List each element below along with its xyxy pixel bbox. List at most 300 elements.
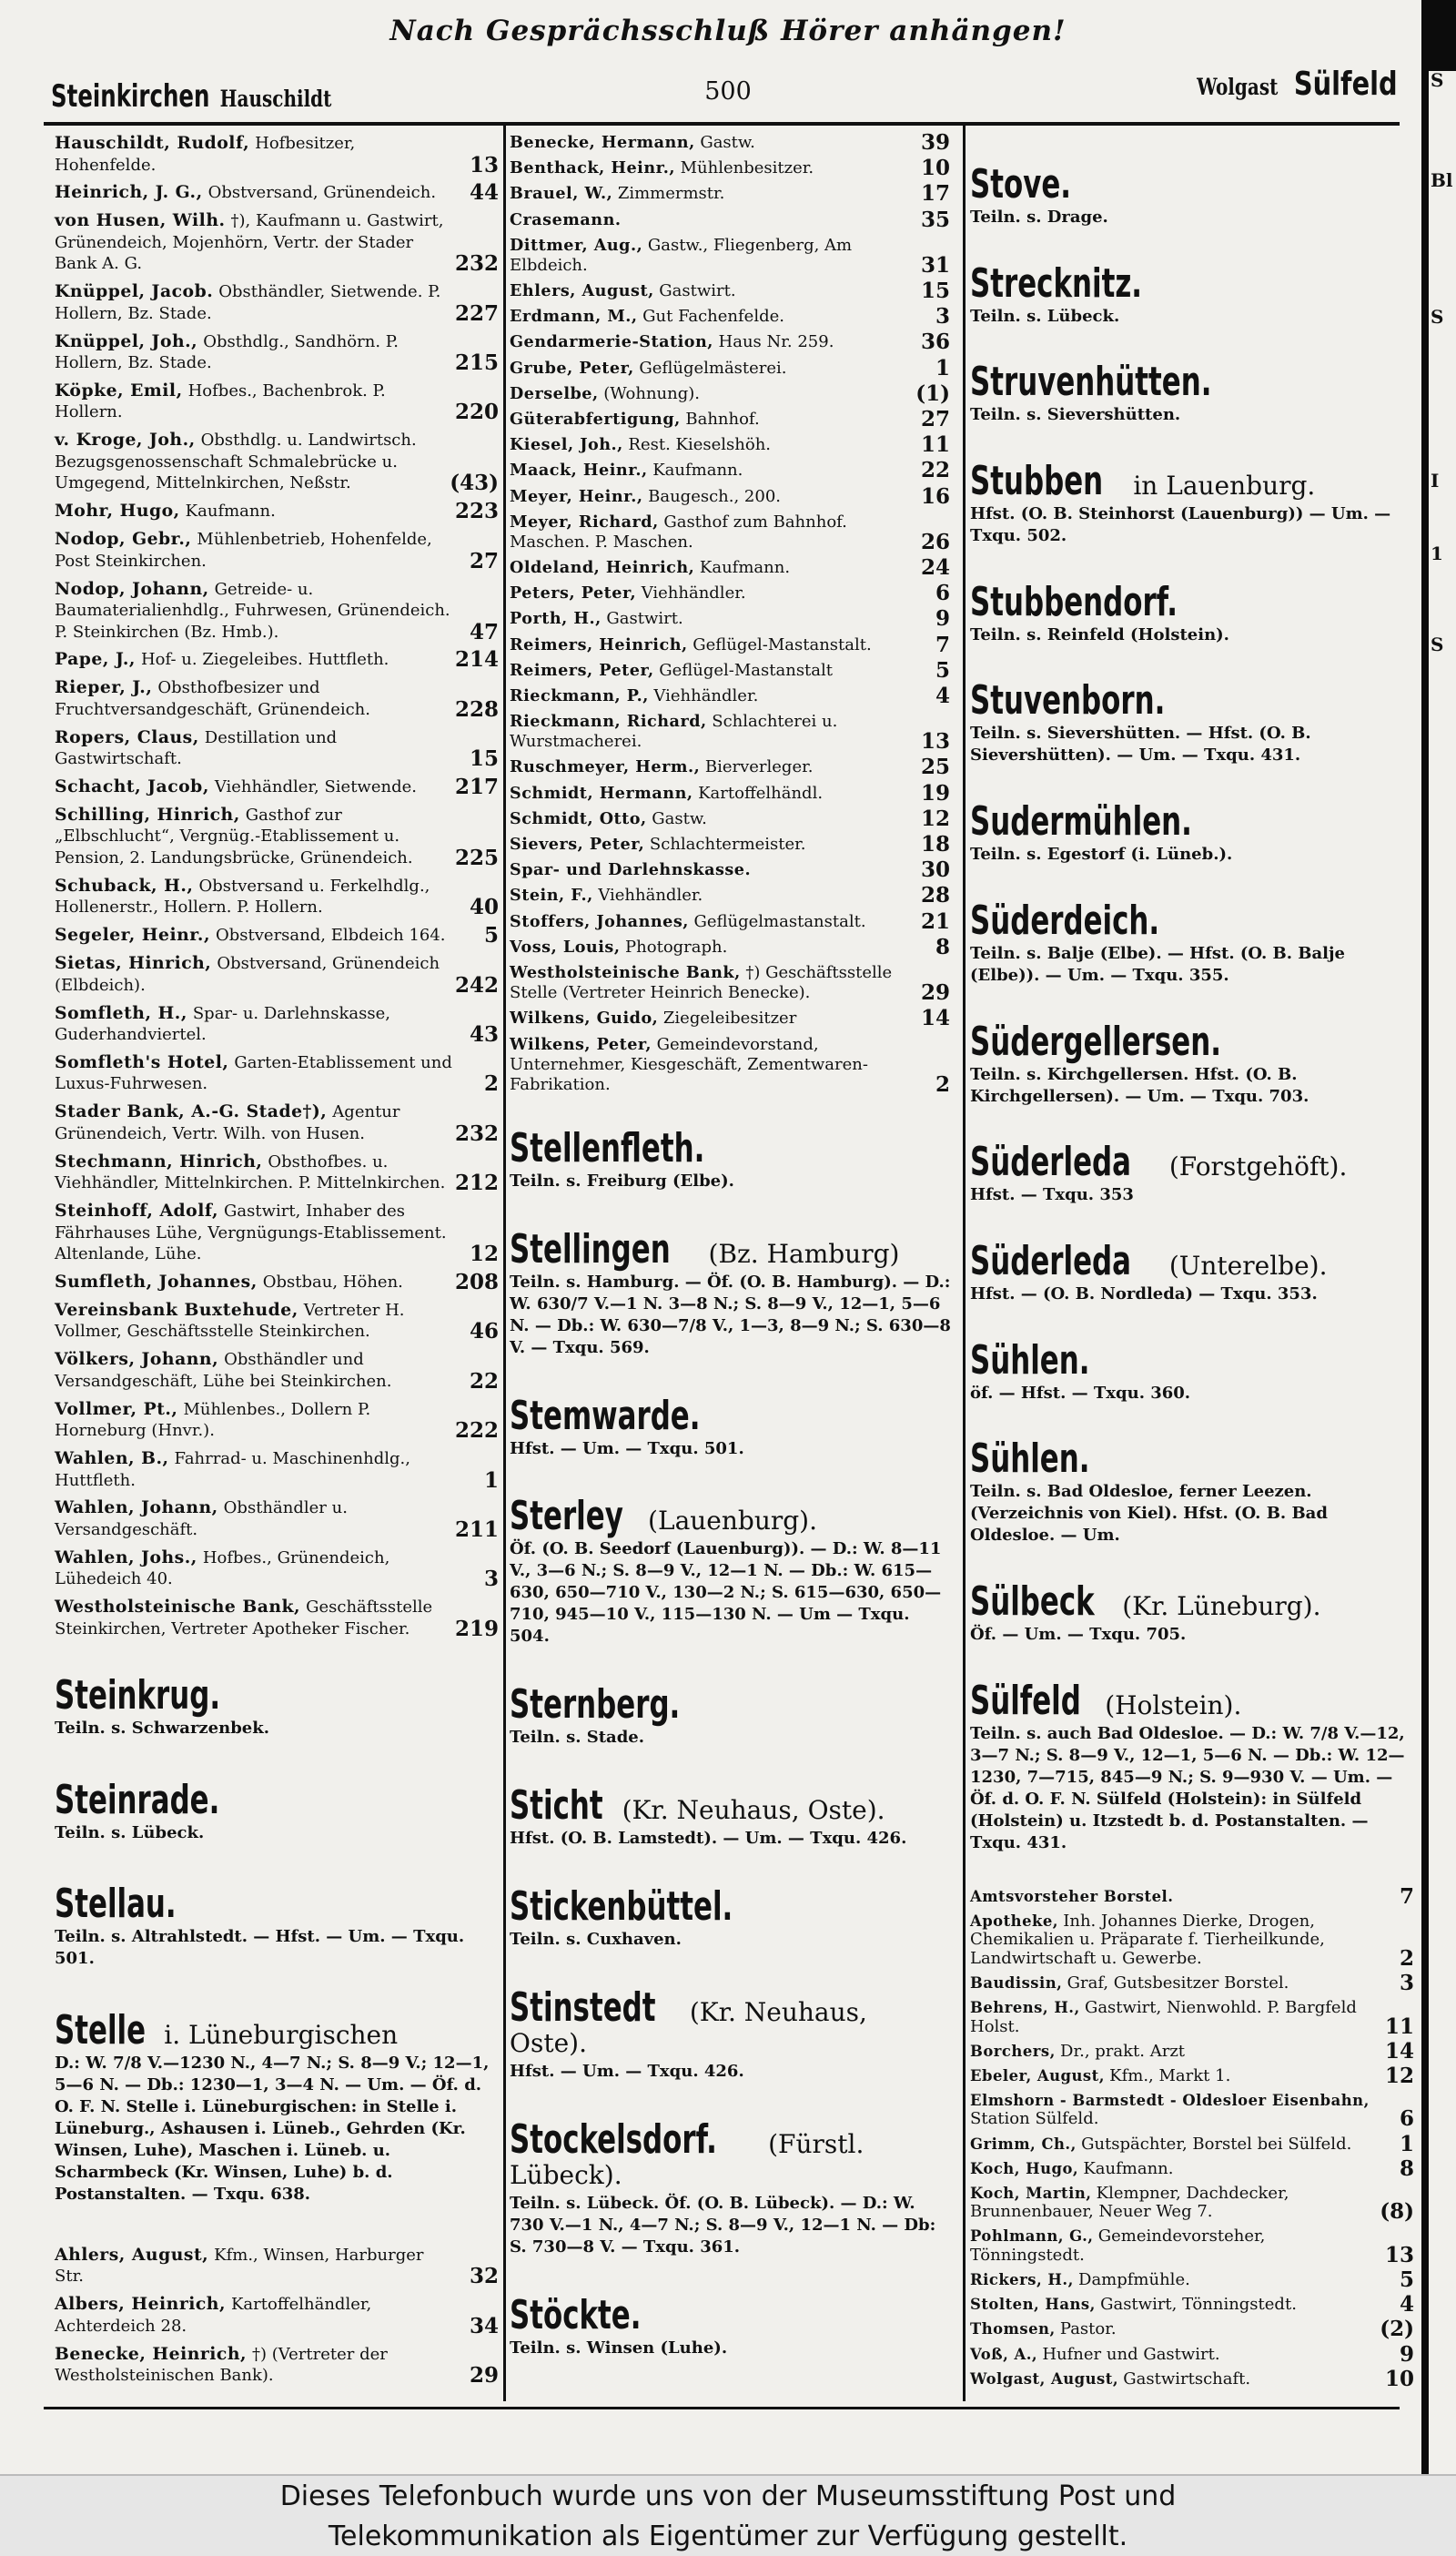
next-page-letter: S — [1431, 634, 1444, 655]
subscriber-name: Gendarmerie-Station, — [510, 332, 713, 352]
subscriber-name: Sietas, Hinrich, — [55, 953, 212, 974]
subscriber-detail: Kfm., Winsen, Harburger Str. — [55, 2245, 424, 2287]
subscriber-name: Elmshorn - Barmstedt - Oldesloer Eisenbahn, — [970, 2091, 1370, 2109]
subscriber-name: Knüppel, Joh., — [55, 330, 198, 351]
subscriber-name: Güterabfertigung, — [510, 410, 681, 430]
place-info: Hfst. (O. B. Steinhorst (Lauenburg)) — Um. — Txqu. 502. — [970, 503, 1391, 545]
subscriber-name: Westholsteinische Bank, — [55, 1597, 301, 1618]
subscriber-name: Borchers, — [970, 2042, 1056, 2060]
listing-entry — [55, 2344, 500, 2387]
phone-number: 9 — [935, 606, 950, 632]
attribution-line-1: Dieses Telefonbuch wurde uns von der Museumsstiftung Post und — [279, 2480, 1177, 2512]
listing-entry — [55, 331, 500, 374]
place-heading — [970, 800, 1416, 866]
subscriber-name: Kiesel, Joh., — [510, 435, 623, 455]
listing-entry — [55, 925, 500, 947]
subscriber-detail: Zimmermstr. — [617, 184, 725, 204]
place-info: Teiln. s. Freiburg (Elbe). — [510, 1171, 734, 1191]
listing-entry — [510, 934, 952, 959]
header-first-name: Hauschildt — [219, 86, 332, 112]
listing-entry — [510, 355, 952, 380]
place-qualifier: (Fürstl. Lübeck). — [510, 2129, 864, 2191]
next-page-letter: I — [1431, 470, 1440, 492]
place-info: Teiln. s. Lübeck. — [55, 1822, 205, 1842]
listing-entry — [970, 2341, 1416, 2367]
subscriber-name: Grube, Peter, — [510, 358, 634, 378]
subscriber-detail: Klempner, Dachdecker, Brunnenbauer, Neuer Weg 7. — [970, 2183, 1289, 2222]
listing-entry — [510, 857, 952, 883]
subscriber-detail: Graf, Gutsbesitzer Borstel. — [1067, 1973, 1289, 1993]
column-left — [55, 133, 500, 2393]
subscriber-name: Benecke, Heinrich, — [55, 2343, 248, 2364]
listing-entry — [510, 908, 952, 934]
subscriber-name: Rieckmann, Richard, — [510, 712, 707, 732]
subscriber-name: Meyer, Heinr., — [510, 486, 643, 506]
subscriber-name: Nodop, Johann, — [55, 578, 209, 599]
subscriber-name: Brauel, W., — [510, 184, 613, 204]
place-name: Stöckte. — [510, 2291, 642, 2338]
place-heading — [510, 1392, 952, 1460]
place-heading — [970, 1020, 1416, 1108]
place-heading — [55, 1776, 500, 1844]
place-info: Teiln. s. Kirchgellersen. Hfst. (O. B. Kirchgellersen). — Um. — Txqu. 703. — [970, 1064, 1309, 1106]
subscriber-detail: Gutspächter, Borstel bei Sülfeld. — [1081, 2134, 1352, 2154]
listing-entry — [510, 832, 952, 857]
listing-entry — [55, 1399, 500, 1442]
subscriber-detail: Schlachterei u. Wurstmacherei. — [510, 712, 838, 752]
subscriber-detail: Gut Fachenfelde. — [642, 307, 784, 327]
listing-entry — [55, 1597, 500, 1639]
phone-number: 22 — [920, 458, 950, 483]
listing-entry — [970, 2227, 1416, 2265]
phone-number: 29 — [469, 2363, 499, 2389]
phone-number: 6 — [1399, 2106, 1414, 2132]
listing-entry — [55, 677, 500, 720]
subscriber-name: Reimers, Heinrich, — [510, 634, 688, 654]
listing-entry — [510, 583, 952, 604]
subscriber-name: Thomsen, — [970, 2320, 1056, 2338]
subscriber-detail: Gemeindevorsteher, Tönningstedt. — [970, 2226, 1266, 2265]
listing-entry — [970, 2131, 1416, 2156]
phone-number: 5 — [935, 657, 950, 683]
subscriber-detail: Gastwirt, Tönningstedt. — [1100, 2295, 1297, 2315]
place-info: Teiln. s. Lübeck. — [970, 306, 1120, 326]
place-heading — [510, 1225, 952, 1359]
subscriber-name: Schacht, Jacob, — [55, 776, 209, 797]
subscriber-detail: Gastwirt, Nienwohld. P. Bargfeld Holst. — [970, 1998, 1357, 2036]
place-qualifier: i. Lüneburgischen — [164, 2020, 399, 2051]
subscriber-name: Knüppel, Jacob. — [55, 281, 214, 302]
phone-number: 10 — [920, 156, 950, 181]
subscriber-detail: Agentur Grünendeich, Vertr. Wilh. von Husen. — [55, 1102, 400, 1143]
place-info: Teiln. s. Hamburg. — Öf. (O. B. Hamburg). — D.: W. 630/7 V.—1 N. 3—8 N.; S. 8—9 V., 12—1, 5—6 N. — Db.: W. 630—7/8 V., 1—3, 8—9 N.; S. 630—8 V. — Txqu. 569. — [510, 1272, 951, 1357]
phone-number: 13 — [1384, 2242, 1414, 2267]
place-heading — [510, 1124, 952, 1192]
subscriber-detail: Dr., prakt. Arzt — [1060, 2041, 1186, 2061]
place-info: öf. — Hfst. — Txqu. 360. — [970, 1383, 1191, 1403]
subscriber-detail: Hofbesitzer, Hohenfelde. — [55, 134, 356, 175]
phone-number: 1 — [935, 355, 950, 380]
subscriber-detail: Obsthändler, Sietwende. P. Hollern, Bz. Stade. — [55, 282, 441, 323]
place-name: Süderdeich. — [970, 897, 1160, 944]
subscriber-detail: Mühlenbes., Dollern P. Horneburg (Hnvr.). — [55, 1399, 371, 1441]
listing-entry — [510, 606, 952, 632]
phone-number: 211 — [454, 1516, 499, 1542]
place-heading — [970, 360, 1416, 426]
place-qualifier: (Forstgehöft). — [1168, 1151, 1348, 1182]
subscriber-detail: Spar- u. Darlehnskasse, Guderhandviertel. — [55, 1003, 390, 1045]
place-name: Sternberg. — [510, 1681, 681, 1729]
phone-number: 208 — [454, 1269, 499, 1294]
subscriber-detail: Kartoffelhändl. — [698, 783, 824, 803]
subscriber-detail: Kaufmann. — [699, 558, 791, 578]
listing-entry — [55, 430, 500, 494]
subscriber-name: Koch, Martin, — [970, 2184, 1092, 2202]
place-heading — [510, 2291, 952, 2359]
subscriber-name: Dittmer, Aug., — [510, 235, 643, 255]
phone-number: 32 — [469, 2264, 499, 2289]
phone-number: 26 — [920, 529, 950, 554]
phone-number: 12 — [920, 806, 950, 831]
phone-number: 212 — [454, 1171, 499, 1196]
listing-entry — [510, 512, 952, 553]
listing-entry — [510, 963, 952, 1006]
place-heading — [510, 2118, 952, 2258]
subscriber-name: Behrens, H., — [970, 1999, 1080, 2016]
place-info: Teiln. s. Sievershütten. — [970, 405, 1181, 425]
listing-entry — [970, 2267, 1416, 2293]
place-qualifier: (Kr. Neuhaus, Oste). — [622, 1795, 885, 1826]
place-name: Stemwarde. — [510, 1392, 701, 1439]
phone-number: 232 — [454, 1121, 499, 1146]
subscriber-detail: Kaufmann. — [652, 461, 743, 481]
place-qualifier: (Holstein). — [1105, 1689, 1242, 1720]
subscriber-name: Koch, Hugo, — [970, 2159, 1079, 2177]
subscriber-name: Reimers, Peter, — [510, 660, 654, 680]
listing-entry — [55, 380, 500, 423]
listing-entry — [55, 529, 500, 572]
place-info: Teiln. s. Bad Oldesloe, ferner Leezen. (Verzeichnis von Kiel). Hfst. (O. B. Bad Oldesloe. — Um. — [970, 1482, 1328, 1546]
phone-number: 24 — [920, 555, 950, 581]
listing-entry — [970, 2155, 1416, 2181]
subscriber-name: Ebeler, August, — [970, 2066, 1105, 2084]
phone-number: 242 — [454, 972, 499, 998]
phone-number: 21 — [920, 908, 950, 934]
phone-number: 19 — [920, 780, 950, 806]
subscriber-name: Ehlers, August, — [510, 281, 654, 301]
place-qualifier: (Lauenburg). — [648, 1506, 817, 1537]
subscriber-name: Völkers, Johann, — [55, 1349, 219, 1370]
phone-number: 16 — [920, 483, 950, 509]
phone-number: (2) — [1380, 2317, 1414, 2342]
listing-entry — [510, 156, 952, 181]
phone-number: 15 — [920, 279, 950, 304]
listing-entry — [970, 2292, 1416, 2318]
subscriber-detail: †), Kaufmann u. Gastwirt, Grünendeich, Mojenhörn, Vertr. der Stader Bank A. G. — [55, 211, 444, 274]
listing-entry — [510, 407, 952, 432]
place-info: Hfst. — (O. B. Nordleda) — Txqu. 353. — [970, 1283, 1318, 1303]
phone-number: 28 — [920, 883, 950, 908]
place-info: Teiln. s. auch Bad Oldesloe. — D.: W. 7/8 V.—12, 3—7 N.; S. 8—9 V., 12—1, 5—6 N. — Db.: W. 12—1230, 7—715, 845—9 N.; S. 9—930 V. — Um. — Öf. d. O. F. N. Sülfeld (Holstein): in Sülfeld (Holstein) u. Itzstedt b. d. Postanstalten. — Txqu. 431. — [970, 1723, 1405, 1852]
place-info: Teiln. s. Altrahlstedt. — Hfst. — Um. — Txqu. 501. — [55, 1927, 465, 1969]
listing-entry — [510, 380, 952, 406]
phone-number: 4 — [935, 684, 950, 709]
subscriber-detail: Rest. Kieselshöh. — [628, 435, 772, 455]
phone-number: 8 — [935, 934, 950, 959]
listing-entry — [970, 2091, 1416, 2132]
listing-entry — [55, 133, 500, 176]
listing-entry — [510, 304, 952, 330]
subscriber-name: Schuback, H., — [55, 875, 194, 896]
subscriber-name: Schmidt, Otto, — [510, 808, 647, 828]
place-info: Teiln. s. Balje (Elbe). — Hfst. (O. B. Balje (Elbe)). — Um. — Txqu. 355. — [970, 943, 1345, 985]
phone-number: 46 — [469, 1319, 499, 1344]
listing-entry — [55, 953, 500, 996]
place-info: Teiln. s. Stade. — [510, 1728, 645, 1748]
place-name: Stellenfleth. — [510, 1124, 705, 1172]
subscriber-name: Ropers, Claus, — [55, 726, 199, 747]
place-name: Sühlen. — [970, 1336, 1090, 1384]
phone-number: 11 — [920, 432, 950, 458]
listing-entry — [510, 632, 952, 657]
listing-entry — [970, 2317, 1416, 2342]
subscriber-name: Wilkens, Guido, — [510, 1009, 659, 1029]
place-heading — [970, 578, 1416, 646]
subscriber-name: Wilkens, Peter, — [510, 1034, 652, 1054]
subscriber-name: Erdmann, M., — [510, 307, 638, 327]
subscriber-detail: Hofbes., Grünendeich, Lühedeich 40. — [55, 1547, 390, 1589]
place-info: Teiln. s. Cuxhaven. — [510, 1930, 682, 1950]
place-info: Teiln. s. Reinfeld (Holstein). — [970, 624, 1229, 644]
subscriber-name: Vereinsbank Buxtehude, — [55, 1299, 298, 1320]
phone-number: 3 — [1399, 1970, 1414, 1995]
phone-number: 31 — [920, 252, 950, 278]
listing-entry — [55, 1300, 500, 1343]
listing-entry — [510, 806, 952, 831]
listing-entry — [55, 1052, 500, 1095]
subscriber-detail: Geflügel-Mastanstalt. — [693, 634, 872, 654]
phone-number: 223 — [454, 499, 499, 524]
phone-number: 12 — [1384, 2063, 1414, 2088]
place-name: Sühlen. — [970, 1435, 1090, 1483]
place-info: Hfst. — Um. — Txqu. 426. — [510, 2062, 744, 2082]
phone-number: 10 — [1384, 2366, 1414, 2391]
phone-number: 44 — [469, 180, 499, 206]
subscriber-name: Albers, Heinrich, — [55, 2294, 226, 2315]
subscriber-name: Hauschildt, Rudolf, — [55, 133, 250, 153]
subscriber-detail: Gastw., Fliegenberg, Am Elbdeich. — [510, 235, 853, 275]
subscriber-detail: Gasthof zur „Elbschlucht“, Vergnüg.-Etablissement u. Pension, 2. Landungsbrücke, Grünendeich. — [55, 805, 413, 867]
phone-number: 35 — [920, 207, 950, 232]
listing-entry — [55, 1101, 500, 1144]
subscriber-name: Wahlen, B., — [55, 1448, 169, 1469]
phone-number: 222 — [454, 1418, 499, 1444]
place-info: Teiln. s. Schwarzenbek. — [55, 1718, 269, 1738]
subscriber-name: Peters, Peter, — [510, 583, 637, 604]
place-heading — [970, 457, 1416, 547]
phone-number: 47 — [469, 619, 499, 644]
subscriber-detail: Gastw. — [652, 808, 707, 828]
subscriber-name: Porth, H., — [510, 609, 602, 629]
listing-entry — [55, 281, 500, 324]
place-name: Sudermühlen. — [970, 798, 1192, 846]
subscriber-detail: Bierverleger. — [704, 757, 814, 777]
subscriber-detail: Obsthofbesizer und Fruchtversandgeschäft, Grünendeich. — [55, 678, 371, 719]
listing-entry — [510, 657, 952, 683]
subscriber-detail: Obsthändler und Versandgeschäft, Lühe bei Steinkirchen. — [55, 1350, 392, 1391]
listing-entry — [970, 1883, 1416, 1909]
subscriber-detail: Hofbes., Bachenbrok. P. Hollern. — [55, 380, 386, 422]
subscriber-name: Wahlen, Johs., — [55, 1547, 197, 1567]
place-heading — [55, 2009, 500, 2206]
subscriber-detail: Pastor. — [1059, 2319, 1117, 2339]
subscriber-name: Heinrich, J. G., — [55, 182, 203, 203]
place-name: Stickenbüttel. — [510, 1883, 733, 1931]
listing-entry — [970, 1912, 1416, 1969]
phone-number: 5 — [1399, 2267, 1414, 2293]
place-qualifier: (Bz. Hamburg) — [708, 1238, 900, 1269]
listing-entry — [970, 2183, 1416, 2225]
bottom-rule — [44, 2407, 1400, 2409]
phone-number: 40 — [469, 895, 499, 920]
subscriber-name: Pohlmann, G., — [970, 2227, 1094, 2246]
listing-entry — [510, 432, 952, 458]
subscriber-detail: Kaufmann. — [185, 502, 276, 522]
phone-number: 220 — [454, 400, 499, 425]
subscriber-detail: Viehhändler. — [598, 886, 703, 906]
subscriber-detail: †) (Vertreter der Westholsteinischen Bank). — [55, 2344, 388, 2386]
subscriber-detail: Kfm., Markt 1. — [1109, 2065, 1231, 2085]
subscriber-detail: Gasthof zum Bahnhof. Maschen. P. Maschen. — [510, 512, 847, 552]
phone-number: (1) — [915, 380, 950, 406]
attribution-footer — [0, 2474, 1456, 2556]
phone-number: 13 — [920, 729, 950, 755]
subscriber-name: Benecke, Hermann, — [510, 133, 695, 152]
listing-entry — [55, 1349, 500, 1392]
subscriber-name: Segeler, Heinr., — [55, 925, 211, 946]
phone-number: 11 — [1384, 2013, 1414, 2039]
subscriber-detail: Baugesch., 200. — [648, 486, 782, 506]
phone-number: 17 — [920, 181, 950, 207]
place-name: Stubben — [970, 457, 1104, 504]
phone-number: 27 — [920, 407, 950, 432]
subscriber-detail: Obstversand, Grünendeich (Elbdeich). — [55, 954, 440, 995]
listing-entry — [55, 1547, 500, 1590]
subscriber-detail: Mühlenbesitzer. — [680, 158, 814, 178]
place-info: Teiln. s. Drage. — [970, 207, 1108, 227]
listing-entry — [510, 207, 952, 232]
subscriber-detail: Geflügelmastanstalt. — [693, 911, 866, 931]
next-page-letter: S — [1431, 306, 1444, 328]
subscriber-name: Oldeland, Heinrich, — [510, 558, 695, 578]
subscriber-detail: Kaufmann. — [1083, 2158, 1174, 2178]
phone-number: 215 — [454, 350, 499, 376]
subscriber-name: Rieckmann, P., — [510, 686, 649, 706]
subscriber-name: Derselbe, — [510, 383, 599, 403]
listing-entry — [510, 330, 952, 355]
phone-number: 34 — [469, 2313, 499, 2338]
phone-number: 1 — [483, 1467, 499, 1493]
place-heading — [510, 1495, 952, 1648]
subscriber-detail: Obsthdlg., Sandhörn. P. Hollern, Bz. Stade. — [55, 331, 399, 373]
column-divider — [503, 126, 506, 2401]
listing-entry — [510, 181, 952, 207]
place-name: Steinrade. — [55, 1776, 220, 1823]
phone-number: 5 — [483, 923, 499, 948]
place-info: Teiln. s. Egestorf (i. Lüneb.). — [970, 845, 1233, 865]
phone-number: 2 — [483, 1071, 499, 1097]
subscriber-detail: Hof- u. Ziegeleibes. Huttfleth. — [140, 650, 389, 670]
subscriber-name: Rieper, J., — [55, 677, 153, 698]
column-divider — [963, 126, 966, 2401]
listing-entry — [970, 1970, 1416, 1995]
listing-entry — [55, 727, 500, 770]
listing-entry — [510, 780, 952, 806]
subscriber-detail: Geflügelmästerei. — [639, 358, 787, 378]
subscriber-name: Pape, J., — [55, 649, 136, 670]
place-heading — [970, 1237, 1416, 1305]
listing-entry — [55, 1269, 500, 1294]
subscriber-detail: Fahrrad- u. Maschinenhdlg., Huttfleth. — [55, 1449, 410, 1490]
place-name: Stove. — [970, 160, 1072, 208]
place-name: Steinkrug. — [55, 1671, 221, 1719]
phone-number: 36 — [920, 330, 950, 355]
subscriber-name: Apotheke, — [970, 1912, 1059, 1930]
listing-entry — [55, 2245, 500, 2287]
phone-number: 7 — [935, 632, 950, 657]
place-qualifier: (Unterelbe). — [1168, 1250, 1328, 1281]
place-info: Teiln. s. Lübeck. Öf. (O. B. Lübeck). — D.: W. 730 V.—1 N., 4—7 N.; S. 8—9 V., 12—1 N. — Db: S. 730—8 V. — Txqu. 361. — [510, 2194, 936, 2257]
column-right — [970, 133, 1416, 2395]
place-heading — [970, 160, 1416, 228]
place-name: Sterley — [510, 1493, 623, 1540]
place-info: Teiln. s. Winsen (Luhe). — [510, 2338, 728, 2358]
header-rule — [44, 122, 1400, 126]
place-name: Stellingen — [510, 1225, 671, 1273]
listing-entry — [510, 458, 952, 483]
place-name: Stelle — [55, 2007, 147, 2054]
subscriber-detail: Obsthofbes. u. Viehhändler, Mittelnkirchen. P. Mittelnkirchen. — [55, 1151, 446, 1193]
place-name: Strecknitz. — [970, 259, 1143, 307]
subscriber-detail: Gastwirtschaft. — [1123, 2368, 1251, 2389]
phone-number: 4 — [1399, 2292, 1414, 2318]
listing-entry — [510, 755, 952, 780]
subscriber-detail: Hufner und Gastwirt. — [1042, 2344, 1220, 2364]
place-name: Sticht — [510, 1782, 603, 1830]
listing-entry — [970, 2366, 1416, 2391]
place-name: Stockelsdorf. — [510, 2116, 717, 2164]
subscriber-detail: Dampfmühle. — [1078, 2270, 1190, 2290]
attribution-line-2: Telekommunikation als Eigentümer zur Verfügung gestellt. — [328, 2520, 1128, 2552]
subscriber-name: Stechmann, Hinrich, — [55, 1151, 263, 1172]
header-last-name: Wolgast — [1197, 74, 1279, 100]
subscriber-name: Baudissin, — [970, 1973, 1063, 1992]
next-page-fragments — [1429, 71, 1456, 2474]
place-info: Hfst. — Um. — Txqu. 501. — [510, 1438, 744, 1458]
subscriber-detail: Station Sülfeld. — [970, 2109, 1099, 2129]
listing-entry — [55, 1497, 500, 1540]
subscriber-detail: †) Geschäftsstelle Stelle (Vertreter Heinrich Benecke). — [510, 963, 893, 1003]
subscriber-name: Stader Bank, A.-G. Stade†), — [55, 1101, 328, 1122]
subscriber-detail: Garten-Etablissement und Luxus-Fuhrwesen. — [55, 1052, 452, 1094]
phone-number: 39 — [920, 130, 950, 155]
listing-entry — [55, 776, 500, 798]
next-page-edge — [1421, 0, 1456, 2474]
subscriber-detail: Geflügel-Mastanstalt — [659, 660, 834, 680]
subscriber-detail: Viehhändler. — [641, 583, 746, 604]
column-middle — [510, 130, 952, 2395]
subscriber-detail: Obsthdlg. u. Landwirtsch. Bezugsgenossenschaft Schmalebrücke u. Umgegend, Mittelnkirchen, Neßstr. — [55, 431, 417, 493]
